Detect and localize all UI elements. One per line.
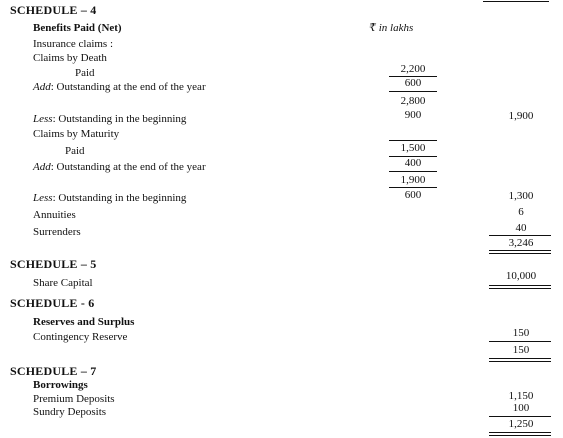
contingency-value: 150	[512, 327, 530, 339]
schedule5-heading: SCHEDULE – 5	[10, 257, 97, 271]
maturity-add-value: 400	[404, 157, 422, 169]
schedule4-heading: SCHEDULE – 4	[10, 3, 97, 17]
add-text: : Outstanding at the end of the year	[50, 161, 206, 173]
maturity-total-value: 1,900	[400, 174, 426, 186]
rule	[389, 187, 437, 188]
double-rule	[489, 285, 551, 289]
death-paid-label: Paid	[75, 67, 95, 79]
schedule7-title: Borrowings	[33, 379, 88, 391]
maturity-add-row	[33, 161, 206, 174]
schedule4-total: 3,246	[508, 237, 534, 249]
schedule4-title: Benefits Paid (Net)	[33, 22, 122, 34]
contingency-label: Contingency Reserve	[33, 331, 128, 343]
schedule6-title: Reserves and Surplus	[33, 316, 135, 328]
premium-deposits-value: 1,150	[508, 390, 534, 402]
add-label: Add	[33, 81, 51, 93]
claims-by-maturity-label: Claims by Maturity	[33, 128, 120, 140]
maturity-net-value: 1,300	[508, 190, 534, 202]
double-rule	[489, 358, 551, 362]
top-rule	[483, 1, 549, 2]
double-rule	[489, 432, 551, 436]
claims-by-death-label: Claims by Death	[33, 52, 107, 64]
premium-deposits-label: Premium Deposits	[33, 393, 115, 405]
unit-label: ₹ in lakhs	[369, 22, 414, 34]
less-text: : Outstanding in the beginning	[52, 192, 187, 204]
death-less-value: 900	[404, 109, 422, 121]
death-net-value: 1,900	[508, 110, 534, 122]
maturity-less-value: 600	[404, 189, 422, 201]
surrenders-label: Surrenders	[33, 226, 81, 238]
add-text: : Outstanding at the end of the year	[50, 81, 206, 93]
death-add-value: 600	[404, 77, 422, 89]
share-capital-label: Share Capital	[33, 277, 93, 289]
add-label: Add	[33, 161, 51, 173]
rule	[489, 416, 551, 417]
insurance-claims-label: Insurance claims :	[33, 38, 114, 50]
double-rule	[489, 250, 551, 254]
rule	[389, 91, 437, 92]
maturity-paid-label: Paid	[65, 145, 85, 157]
schedule7-total: 1,250	[508, 418, 534, 430]
rule	[489, 235, 551, 236]
death-paid-value: 2,200	[400, 63, 426, 75]
less-label: Less	[33, 113, 53, 125]
rule	[389, 140, 437, 141]
annuities-value: 6	[518, 206, 524, 218]
maturity-less-row	[33, 192, 186, 205]
schedule6-total: 150	[512, 344, 530, 356]
sundry-deposits-label: Sundry Deposits	[33, 406, 107, 418]
death-less-row	[33, 113, 186, 126]
sundry-deposits-value: 100	[512, 402, 530, 414]
schedule6-heading: SCHEDULE - 6	[10, 296, 95, 310]
death-total-value: 2,800	[400, 95, 426, 107]
rule	[389, 171, 437, 172]
schedule7-heading: SCHEDULE – 7	[10, 364, 97, 378]
rule	[489, 341, 551, 342]
share-capital-value: 10,000	[505, 270, 537, 282]
less-text: : Outstanding in the beginning	[52, 113, 187, 125]
annuities-label: Annuities	[33, 209, 76, 221]
surrenders-value: 40	[515, 222, 527, 234]
death-add-row	[33, 81, 206, 94]
maturity-paid-value: 1,500	[400, 142, 426, 154]
less-label: Less	[33, 192, 53, 204]
